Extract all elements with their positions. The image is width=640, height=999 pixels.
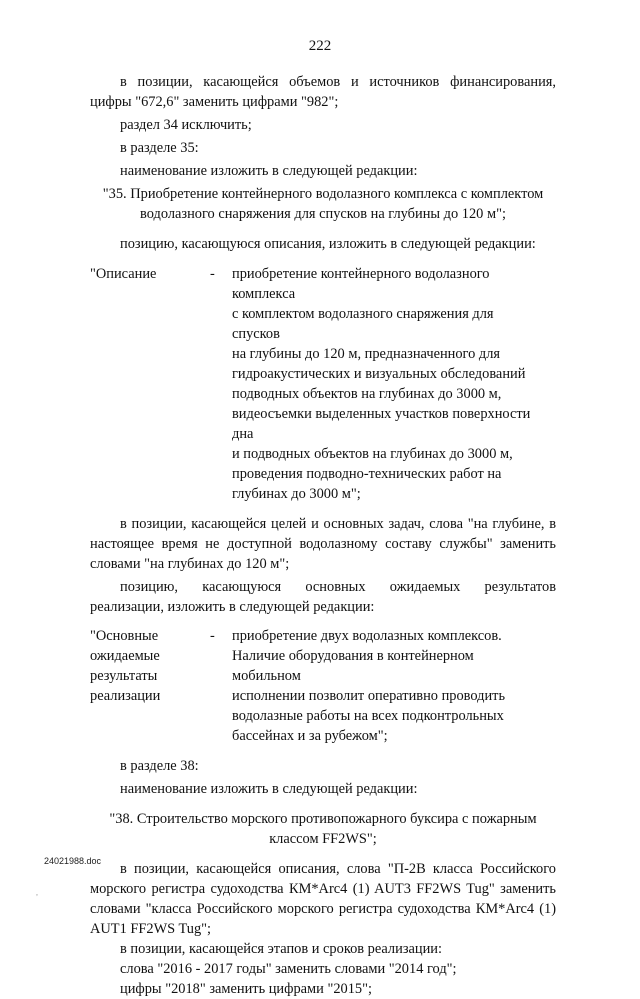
paragraph: наименование изложить в следующей редакции: (120, 163, 418, 179)
paragraph-line: цифры "672,6" заменить цифрами "982"; (90, 94, 339, 110)
paragraph-line: словами "на глубинах до 120 м"; (90, 556, 290, 572)
document-body (90, 72, 556, 999)
paragraph: наименование изложить в следующей редакции: (120, 781, 418, 797)
results-label: "Основные ожидаемые результаты реализации (90, 628, 161, 704)
description-dash: - (210, 266, 215, 282)
description-text: приобретение контейнерного водолазного комплекса с комплектом водолазного снаряжения для спусков на глубины до 120 м, предназначенного для гидроакустических и визуальных обследований подводных объектов на глубинах до 3000 м, видеосъемки выделенных участков поверхности дна и подводных объектов на глубинах до 3000 м, проведения подводно-технических работ на глубинах до 3000 м"; (232, 266, 531, 502)
paragraph-line: словами "класса Российского морского регистра судоходства КМ*Arc4 (1) (90, 901, 556, 917)
paragraph-line: настоящее время не доступной водолазному составу службы" заменить (90, 536, 556, 552)
paragraph-line: AUT1 FF2WS Tug"; (90, 921, 212, 937)
results-dash: - (210, 628, 215, 644)
paragraph-line: морского регистра судоходства КМ*Arc4 (1) AUT3 FF2WS Tug" заменить (90, 881, 556, 897)
section-35-title: "35. Приобретение контейнерного водолазного комплекса с комплектом водолазного снаряжения для спусков на глубины до 120 м"; (102, 186, 544, 222)
description-label: "Описание (90, 266, 157, 282)
corner-mark: , (36, 888, 38, 897)
paragraph: раздел 34 исключить; (120, 117, 252, 133)
paragraph-line: реализации, изложить в следующей редакции: (90, 599, 375, 615)
section-38-title: "38. Строительство морского противопожарного буксира с пожарным классом FF2WS"; (109, 811, 537, 847)
paragraph-line: позицию, касающуюся основных ожидаемых результатов (120, 579, 556, 595)
paragraph: слова "2016 - 2017 годы" заменить словами "2014 год"; (120, 961, 457, 977)
paragraph: в разделе 38: (120, 758, 199, 774)
description-block (90, 264, 556, 504)
results-text: приобретение двух водолазных комплексов. Наличие оборудования в контейнерном мобильном исполнении позволит оперативно проводить водолазные работы на всех подконтрольных бассейнах и за рубежом"; (232, 628, 506, 744)
paragraph: в позиции, касающейся этапов и сроков реализации: (120, 941, 442, 957)
file-name-footer: 24021988.doc (44, 856, 102, 866)
results-block (90, 626, 556, 746)
paragraph-line: в позиции, касающейся целей и основных задач, слова "на глубине, в (120, 516, 556, 532)
page-number: 222 (308, 38, 332, 54)
paragraph-line: в позиции, касающейся описания, слова "П-2В класса Российского (120, 861, 556, 877)
paragraph: позицию, касающуюся описания, изложить в следующей редакции: (120, 236, 536, 252)
paragraph: цифры "2018" заменить цифрами "2015"; (120, 981, 372, 997)
paragraph: в разделе 35: (120, 140, 199, 156)
paragraph-line: в позиции, касающейся объемов и источников финансирования, (120, 74, 556, 90)
